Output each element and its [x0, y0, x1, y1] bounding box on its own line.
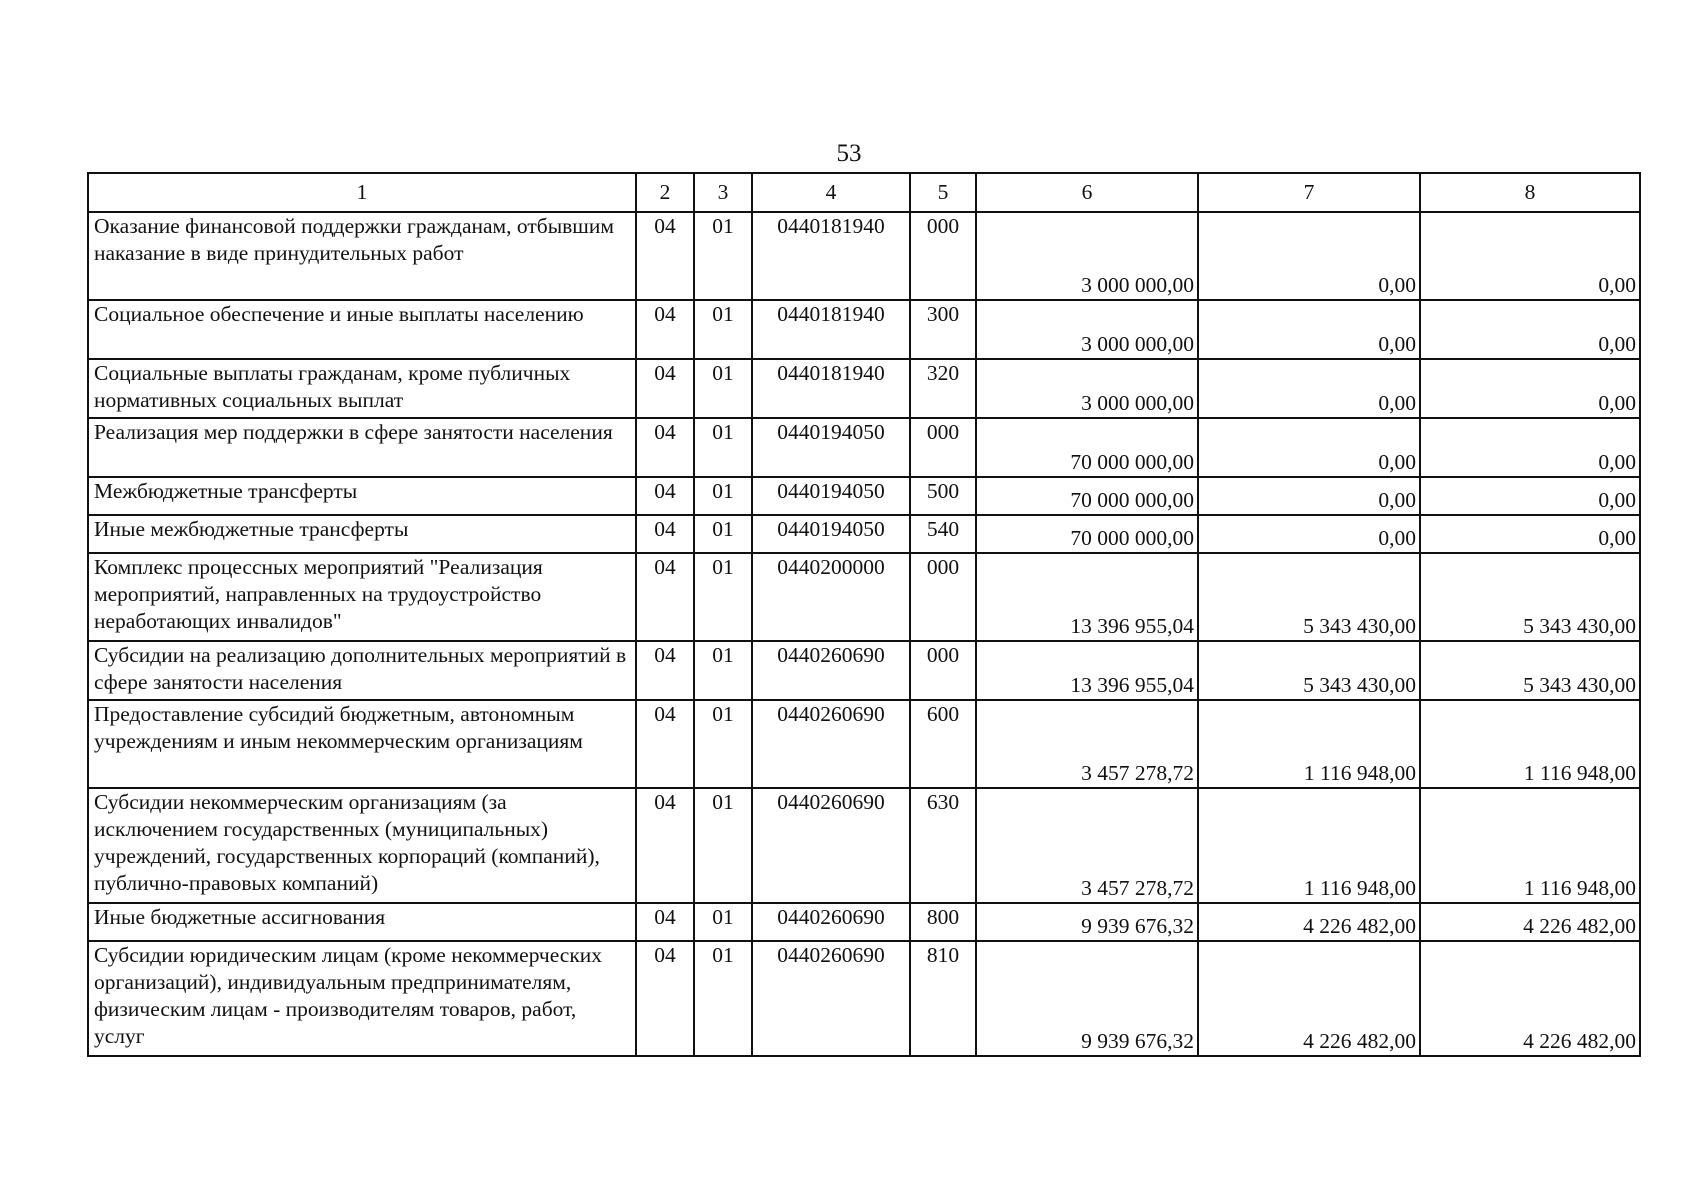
table-row	[88, 700, 1640, 788]
row-code-subsection: 01	[694, 212, 752, 300]
table-row	[88, 903, 1640, 941]
row-code-expense: 500	[910, 477, 976, 515]
row-amount-8: 0,00	[1420, 300, 1640, 359]
page-number: 53	[836, 140, 862, 167]
row-code-expense: 540	[910, 515, 976, 553]
row-amount-6: 3 000 000,00	[976, 359, 1198, 418]
row-code-target: 0440181940	[752, 212, 910, 300]
row-code-expense: 000	[910, 418, 976, 477]
row-name: Субсидии некоммерческим организациям (за исключением государственных (муниципальных) учреждений, государственных корпораций (компаний), публично-правовых компаний)	[88, 788, 636, 903]
row-code-expense: 300	[910, 300, 976, 359]
row-code-section: 04	[636, 700, 694, 788]
table-row	[88, 553, 1640, 641]
row-code-section: 04	[636, 903, 694, 941]
table-row	[88, 641, 1640, 700]
row-code-target: 0440260690	[752, 903, 910, 941]
row-amount-6: 3 000 000,00	[976, 212, 1198, 300]
row-amount-7: 0,00	[1198, 418, 1420, 477]
row-code-expense: 320	[910, 359, 976, 418]
row-amount-7: 4 226 482,00	[1198, 941, 1420, 1056]
row-code-target: 0440194050	[752, 515, 910, 553]
row-code-subsection: 01	[694, 903, 752, 941]
row-code-section: 04	[636, 941, 694, 1056]
row-code-expense: 000	[910, 641, 976, 700]
row-code-target: 0440194050	[752, 418, 910, 477]
table-row	[88, 418, 1640, 477]
row-amount-8: 1 116 948,00	[1420, 788, 1640, 903]
row-name: Субсидии на реализацию дополнительных мероприятий в сфере занятости населения	[88, 641, 636, 700]
row-code-subsection: 01	[694, 515, 752, 553]
row-code-section: 04	[636, 212, 694, 300]
row-amount-8: 0,00	[1420, 212, 1640, 300]
row-amount-6: 13 396 955,04	[976, 641, 1198, 700]
row-amount-7: 1 116 948,00	[1198, 700, 1420, 788]
column-header: 3	[694, 173, 752, 212]
row-code-expense: 810	[910, 941, 976, 1056]
table-row	[88, 300, 1640, 359]
row-amount-6: 3 000 000,00	[976, 300, 1198, 359]
row-name: Оказание финансовой поддержки гражданам, отбывшим наказание в виде принудительных работ	[88, 212, 636, 300]
table-body	[88, 212, 1640, 1056]
row-name: Социальное обеспечение и иные выплаты населению	[88, 300, 636, 359]
row-amount-6: 9 939 676,32	[976, 941, 1198, 1056]
row-code-expense: 630	[910, 788, 976, 903]
row-code-expense: 600	[910, 700, 976, 788]
row-code-section: 04	[636, 641, 694, 700]
row-code-target: 0440260690	[752, 941, 910, 1056]
row-code-section: 04	[636, 553, 694, 641]
row-amount-8: 0,00	[1420, 359, 1640, 418]
row-code-target: 0440181940	[752, 300, 910, 359]
row-code-section: 04	[636, 788, 694, 903]
row-code-subsection: 01	[694, 418, 752, 477]
row-name: Реализация мер поддержки в сфере занятости населения	[88, 418, 636, 477]
row-amount-7: 0,00	[1198, 212, 1420, 300]
row-code-subsection: 01	[694, 477, 752, 515]
table-row	[88, 359, 1640, 418]
row-amount-6: 13 396 955,04	[976, 553, 1198, 641]
row-amount-7: 5 343 430,00	[1198, 641, 1420, 700]
row-code-target: 0440200000	[752, 553, 910, 641]
row-amount-8: 5 343 430,00	[1420, 553, 1640, 641]
column-header: 4	[752, 173, 910, 212]
row-code-target: 0440260690	[752, 700, 910, 788]
row-amount-7: 0,00	[1198, 515, 1420, 553]
table-row	[88, 941, 1640, 1056]
row-name: Комплекс процессных мероприятий "Реализация мероприятий, направленных на трудоустройство неработающих инвалидов"	[88, 553, 636, 641]
row-code-section: 04	[636, 477, 694, 515]
row-code-target: 0440181940	[752, 359, 910, 418]
row-code-expense: 000	[910, 553, 976, 641]
row-code-target: 0440260690	[752, 641, 910, 700]
row-code-subsection: 01	[694, 700, 752, 788]
row-code-section: 04	[636, 300, 694, 359]
row-name: Иные бюджетные ассигнования	[88, 903, 636, 941]
row-amount-8: 0,00	[1420, 418, 1640, 477]
row-name: Социальные выплаты гражданам, кроме публичных нормативных социальных выплат	[88, 359, 636, 418]
row-code-subsection: 01	[694, 641, 752, 700]
row-amount-7: 1 116 948,00	[1198, 788, 1420, 903]
row-amount-6: 70 000 000,00	[976, 477, 1198, 515]
column-header: 8	[1420, 173, 1640, 212]
row-amount-8: 1 116 948,00	[1420, 700, 1640, 788]
table-row	[88, 477, 1640, 515]
row-code-expense: 800	[910, 903, 976, 941]
table-row	[88, 515, 1640, 553]
row-code-expense: 000	[910, 212, 976, 300]
row-amount-6: 70 000 000,00	[976, 515, 1198, 553]
row-amount-7: 0,00	[1198, 359, 1420, 418]
column-header: 1	[88, 173, 636, 212]
row-amount-6: 3 457 278,72	[976, 788, 1198, 903]
row-code-subsection: 01	[694, 300, 752, 359]
column-header: 5	[910, 173, 976, 212]
column-header: 2	[636, 173, 694, 212]
row-amount-6: 3 457 278,72	[976, 700, 1198, 788]
row-amount-7: 4 226 482,00	[1198, 903, 1420, 941]
column-header: 7	[1198, 173, 1420, 212]
row-amount-8: 0,00	[1420, 477, 1640, 515]
table-row	[88, 788, 1640, 903]
row-amount-8: 4 226 482,00	[1420, 903, 1640, 941]
row-name: Субсидии юридическим лицам (кроме некоммерческих организаций), индивидуальным предпринимателям, физическим лицам - производителям товаров, работ, услуг	[88, 941, 636, 1056]
row-amount-6: 70 000 000,00	[976, 418, 1198, 477]
row-amount-8: 5 343 430,00	[1420, 641, 1640, 700]
row-code-subsection: 01	[694, 359, 752, 418]
table-row	[88, 212, 1640, 300]
row-amount-7: 0,00	[1198, 477, 1420, 515]
row-amount-8: 4 226 482,00	[1420, 941, 1640, 1056]
row-code-section: 04	[636, 359, 694, 418]
row-amount-7: 0,00	[1198, 300, 1420, 359]
row-code-subsection: 01	[694, 941, 752, 1056]
row-name: Иные межбюджетные трансферты	[88, 515, 636, 553]
row-amount-6: 9 939 676,32	[976, 903, 1198, 941]
row-name: Предоставление субсидий бюджетным, автономным учреждениям и иным некоммерческим организациям	[88, 700, 636, 788]
row-amount-8: 0,00	[1420, 515, 1640, 553]
row-code-section: 04	[636, 515, 694, 553]
row-code-subsection: 01	[694, 788, 752, 903]
row-amount-7: 5 343 430,00	[1198, 553, 1420, 641]
row-code-target: 0440260690	[752, 788, 910, 903]
table-header	[88, 173, 1640, 212]
row-name: Межбюджетные трансферты	[88, 477, 636, 515]
row-code-target: 0440194050	[752, 477, 910, 515]
column-header: 6	[976, 173, 1198, 212]
row-code-section: 04	[636, 418, 694, 477]
row-code-subsection: 01	[694, 553, 752, 641]
header-row	[88, 173, 1640, 212]
budget-table	[87, 172, 1641, 1057]
